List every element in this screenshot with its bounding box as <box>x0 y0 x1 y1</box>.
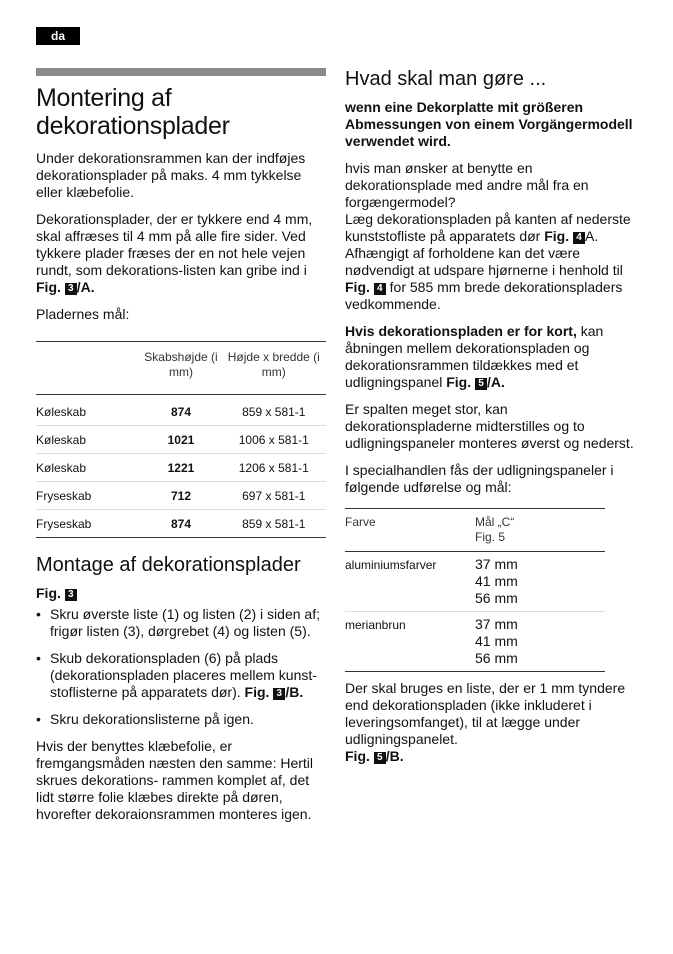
table-header <box>36 342 140 395</box>
panel-dimensions-table <box>36 341 326 538</box>
page-title: Montering af dekorationsplader <box>36 84 230 140</box>
table-row: Køleskab 1221 1206 x 581-1 <box>36 454 326 482</box>
table-row: Fryseskab 712 697 x 581-1 <box>36 482 326 510</box>
thickness-paragraph: Dekorationsplader, der er tykkere end 4 mm, skal affræses til 4 mm på alle fire sider. Ved tykkere plader fræses der en not hele vejen rundt, som dekorations-listen kan gribe ind i Fig. 3 /A. <box>36 211 313 295</box>
table-row: Køleskab 874 859 x 581-1 <box>36 395 326 426</box>
intro-paragraph: Under dekorationsrammen kan der indføjes dekorationsplader på maks. 4 mm tykkelse eller klæbefolie. <box>36 150 306 200</box>
specialist-paragraph: I specialhandlen fås der udligningspaneler i følgende udførelse og mål: <box>345 462 614 495</box>
foil-paragraph: Hvis der benyttes klæbefolie, er fremgangsmåden næsten den samme: Hertil skrues dekorations- rammen komplet af, det lidt større folie klæbes direkte på døren, hvorefter dekoraionsrammen monteres igen. <box>36 738 314 822</box>
section-bar <box>36 68 326 76</box>
strip-paragraph: Der skal bruges en liste, der er 1 mm tyndere end dekorationspladen (ikke inkluderet i leveringsomfanget), til at lægge under udligningspanelet. Fig. 5 /B. <box>345 680 626 764</box>
left-column <box>36 68 326 833</box>
table-row: Fryseskab 874 859 x 581-1 <box>36 510 326 538</box>
table-header: Mål „C“ Fig. 5 <box>475 509 605 552</box>
list-item: • Skub dekorationspladen (6) på plads (dekorationspladen placeres mellem kunst- stoflisterne på apparatets dør). Fig. 3 /B. <box>36 650 326 701</box>
table-header: Farve <box>345 509 475 552</box>
dimensions-label: Pladernes mål: <box>36 306 130 322</box>
table-row: Køleskab 1021 1006 x 581-1 <box>36 426 326 454</box>
table-header: Højde x bredde (i mm) <box>227 350 320 379</box>
language-badge: da <box>36 27 80 45</box>
fig-reference: Fig. 3 <box>36 585 326 602</box>
table-header: Skabshøjde (i mm) <box>144 350 218 379</box>
section-title: Montage af dekorationsplader <box>36 554 301 576</box>
compensation-panel-table <box>345 508 605 672</box>
short-panel-paragraph: Hvis dekorationspladen er for kort, kan åbningen mellem dekorationspladen og dekorationsrammen tildækkes med et udligningspanel Fig. 5 /A. <box>345 323 604 390</box>
table-row: merianbrun 37 mm 41 mm 56 mm <box>345 612 605 672</box>
section-title: Hvad skal man gøre ... <box>345 68 547 90</box>
instruction-list <box>36 606 326 728</box>
subtitle: wenn eine Dekorplatte mit größeren Abmessungen von einem Vorgängermodell verwendet wird. <box>345 99 633 149</box>
larger-panel-paragraph: hvis man ønsker at benytte en dekorationsplade med andre mål fra en forgængermodel? Læg dekorationspladen på kanten af nederste kunststofliste på apparatets dør Fig. 4 A. Afhængigt af forholdene kan det være nødvendigt at udspare hjørnerne i henhold til Fig. 4 for 585 mm brede dekorationspladers vedkommende. <box>345 160 631 312</box>
list-item: • Skru øverste liste (1) og listen (2) i siden af; frigør listen (3), dørgrebet (4) og listen (5). <box>36 606 326 640</box>
right-column <box>345 68 635 775</box>
fig-number-box: 3 <box>65 283 77 295</box>
gap-paragraph: Er spalten meget stor, kan dekorationspladerne midterstilles og to udligningspaneler monteres øverst og nederst. <box>345 401 634 451</box>
table-row: aluminiumsfarver 37 mm 41 mm 56 mm <box>345 556 518 606</box>
list-item: • Skru dekorationslisterne på igen. <box>36 711 326 728</box>
